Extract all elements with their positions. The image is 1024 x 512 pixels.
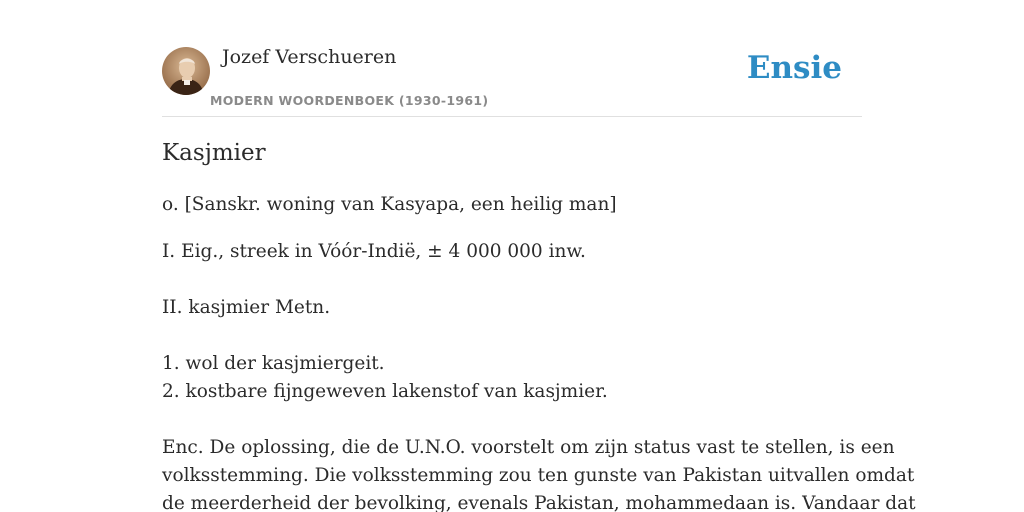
entry-sense-2-item-2: 2. kostbare fijngeweven lakenstof van kasjmier.	[162, 381, 608, 402]
entry-title: Kasjmier	[162, 140, 266, 166]
entry-etymology: o. [Sanskr. woning van Kasyapa, een heilig man]	[162, 194, 617, 215]
encyclopedia-line: Enc. De oplossing, die de U.N.O. voorstelt om zijn status vast te stellen, is een	[162, 437, 895, 458]
source-label[interactable]: MODERN WOORDENBOEK (1930-1961)	[210, 93, 489, 108]
page-container	[162, 0, 916, 512]
encyclopedia-line: de meerderheid der bevolking, evenals Pakistan, mohammedaan is. Vandaar dat	[162, 493, 916, 512]
entry-sense-1: I. Eig., streek in Vóór-Indië, ± 4 000 000 inw.	[162, 241, 586, 262]
encyclopedia-line: volksstemming. Die volksstemming zou ten gunste van Pakistan uitvallen omdat	[162, 465, 915, 486]
entry-sense-2: II. kasjmier Metn.	[162, 297, 331, 318]
entry-sense-2-item-1: 1. wol der kasjmiergeit.	[162, 353, 385, 374]
brand-logo[interactable]: Ensie	[746, 50, 842, 86]
author-portrait-icon	[162, 47, 210, 95]
author-avatar[interactable]	[162, 47, 210, 95]
author-name[interactable]: Jozef Verschueren	[222, 46, 397, 68]
entry-header	[162, 0, 862, 117]
